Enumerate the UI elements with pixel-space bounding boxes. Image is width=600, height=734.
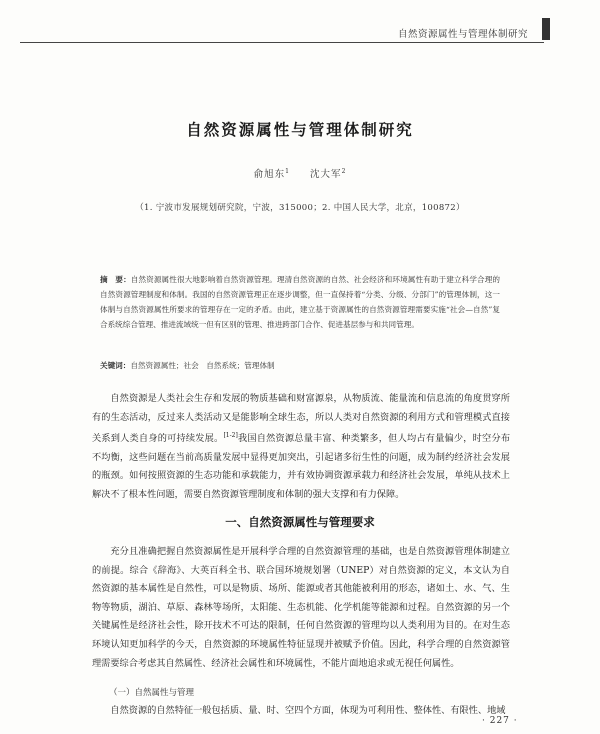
intro-paragraph	[92, 390, 510, 505]
intro-paragraph-part-a: 自然资源是人类社会生存和发展的物质基础和财富源泉，从物质流、能量流和信息流的角度贯穿所有的生态活动，反过来人类活动又是能影响全球生态，所以人类对自然资源的利用方式和管理模式直接关系到人类自身的可持续发展。	[92, 393, 510, 445]
page-number: · 227 ·	[482, 716, 518, 726]
running-header-title: 自然资源属性与管理体制研究	[392, 26, 532, 40]
author-2-name: 沈大军	[310, 169, 342, 180]
header-bar-mark	[542, 18, 550, 40]
keywords-text: 自然资源属性；社会 自然系统；管理体制	[130, 361, 275, 370]
affiliation: （1. 宁波市发展规划研究院，宁波，315000；2. 中国人民大学，北京，100872）	[135, 203, 465, 213]
author-2-affiliation-mark: 2	[341, 167, 347, 175]
author-1-name: 俞旭东	[253, 169, 286, 180]
keywords	[100, 360, 500, 371]
running-header	[0, 16, 600, 46]
citation-reference: [1-2]	[223, 432, 238, 440]
subsection-paragraph: 自然资源的自然特征一般包括质、量、时、空四个方面，体现为可利用性、整体性、有限性、地域	[110, 705, 506, 716]
authors	[0, 166, 600, 180]
intro-paragraph-part-b: 我国自然资源总量丰富、种类繁多，但人均占有量偏少，时空分布不均衡，这些问题在当前高质量发展中显得更加突出，引起诸多衍生性的问题，成为制约经济社会发展的瓶颈。如何按照资源的生态功能和承载能力，并有效协调资源承载力和经济社会发展，单纯从技术上解决不了根本性问题，需要自然资源管理制度和体制的强大支撑和有力保障。	[92, 433, 511, 501]
header-rule	[20, 42, 544, 43]
abstract-label: 摘 要：	[100, 275, 131, 284]
section-paragraph: 充分且准确把握自然资源属性是开展科学合理的自然资源管理的基础，也是自然资源管理体制建立的前提。综合《辞海》、大英百科全书、联合国环境规划署（UNEP）对自然资源的定义，本文认为自然资源的基本属性是自然性，可以是物质、场所、能源或者其他能被利用的形态，诸如土、水、气、生物等物质，湖泊、草原、森林等场所，太阳能、生态机能、化学机能等能源和过程。自然资源的另一个关键属性是经济社会性，除开技术不可达的限制，任何自然资源的管理均以人类利用为目的。在对生态环境认知更加科学的今天，自然资源的环境属性特征显现并被赋予价值。因此，科学合理的自然资源管理需要综合考虑其自然属性、经济社会属性和环境属性，不能片面地追求或无视任何属性。	[92, 546, 510, 669]
keywords-label: 关键词：	[100, 361, 131, 370]
section-heading: 一、自然资源属性与管理要求	[225, 515, 375, 529]
author-1-affiliation-mark: 1	[285, 167, 290, 175]
abstract	[100, 272, 500, 332]
subsection-heading: （一）自然属性与管理	[109, 688, 195, 698]
abstract-text: 自然资源属性很大地影响着自然资源管理。理清自然资源的自然、社会经济和环境属性有助于建立科学合理的自然资源管理制度和体制。我国的自然资源管理正在逐步调整，但一直保持着“分类、分级、分部门”的管理体制，这一体制与自然资源属性所要求的管理存在一定的矛盾。由此，建立基于资源属性的自然资源管理需要实施“社会—自然”复合系统综合管理、推进流域统一但有区别的管理、推进跨部门合作、促进基层参与和共同管理。	[100, 275, 500, 329]
article-title: 自然资源属性与管理体制研究	[186, 120, 414, 139]
